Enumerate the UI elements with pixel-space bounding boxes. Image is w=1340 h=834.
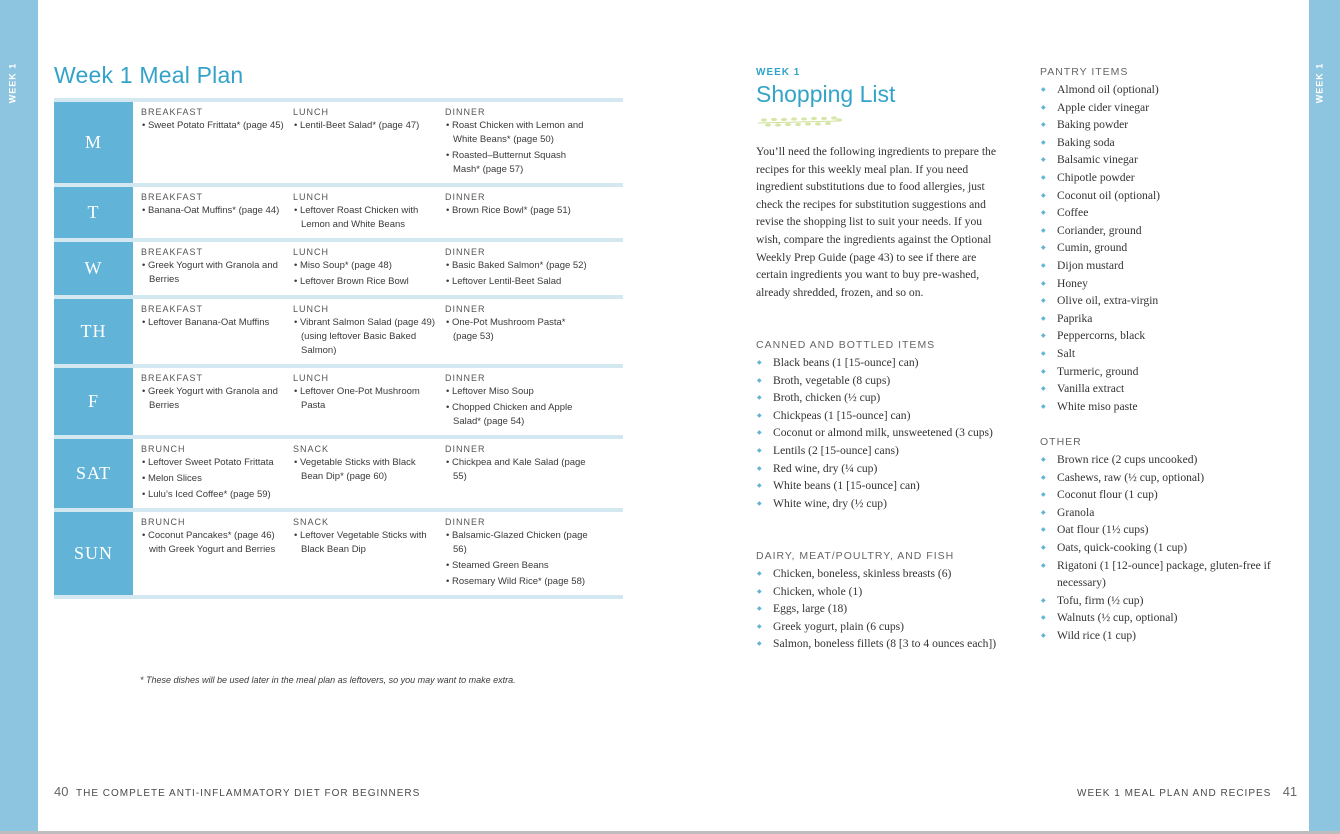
ingredient-item: ◆ Chicken, whole (1) bbox=[756, 583, 1018, 601]
meal-cell bbox=[285, 242, 437, 295]
meal-heading: DINNER bbox=[445, 192, 486, 202]
ingredient-item: ◆ Peppercorns, black bbox=[1040, 327, 1302, 345]
intro-paragraph: You’ll need the following ingredients to prepare the recipes for this weekly meal plan. If you need ingredient substitutions due to food allergies, just check the recipes for substitution suggestions and revise the shopping list to suit your needs. If you wish, compare the ingredients against the Optional Weekly Prep Guide (page 43) to see if there are certain ingredients you want to buy pre-washed, already shredded, frozen, and so on. bbox=[756, 145, 996, 299]
meal-item: • Chopped Chicken and Apple Salad* (page 54) bbox=[446, 402, 573, 427]
ingredient-item: ◆ Oat flour (1½ cups) bbox=[1040, 521, 1302, 539]
meal-item: • Leftover One-Pot Mushroom Pasta bbox=[294, 386, 420, 411]
meal-cell bbox=[285, 368, 437, 435]
ingredient-item: ◆ Broth, chicken (½ cup) bbox=[756, 389, 1018, 407]
meal-cell bbox=[437, 512, 589, 595]
day-label: W bbox=[54, 242, 133, 295]
meal-heading: LUNCH bbox=[293, 192, 330, 202]
ingredient-item: ◆ Dijon mustard bbox=[1040, 257, 1302, 275]
ingredient-item: ◆ Honey bbox=[1040, 275, 1302, 293]
meal-heading: LUNCH bbox=[293, 373, 330, 383]
meal-cell bbox=[285, 299, 437, 364]
ingredient-item: ◆ Coconut or almond milk, unsweetened (3 cups) bbox=[756, 424, 1018, 442]
meal-cell bbox=[437, 299, 589, 364]
meal-plan-title: Week 1 Meal Plan bbox=[54, 62, 244, 88]
meal-heading: BREAKFAST bbox=[141, 373, 204, 383]
meal-heading: BREAKFAST bbox=[141, 107, 204, 117]
left-week-tab: WEEK 1 bbox=[7, 62, 18, 104]
ingredient-item: ◆ Chicken, boneless, skinless breasts (6) bbox=[756, 565, 1018, 583]
ingredient-item: ◆ Balsamic vinegar bbox=[1040, 151, 1302, 169]
meal-heading: BREAKFAST bbox=[141, 304, 204, 314]
ingredient-item: ◆ Brown rice (2 cups uncooked) bbox=[1040, 451, 1302, 469]
meal-heading: BRUNCH bbox=[141, 444, 186, 454]
ingredient-item: ◆ Broth, vegetable (8 cups) bbox=[756, 372, 1018, 390]
meal-cell bbox=[133, 512, 285, 595]
meal-cell bbox=[437, 102, 589, 183]
dairy-meat-fish-section bbox=[756, 550, 1018, 653]
left-side-band bbox=[0, 0, 38, 834]
ingredient-list bbox=[1040, 81, 1302, 415]
meal-item: • Leftover Banana-Oat Muffins bbox=[142, 317, 270, 328]
meal-item: • Roasted–Butternut Squash Mash* (page 57) bbox=[446, 150, 567, 175]
meal-item: • Basic Baked Salmon* (page 52) bbox=[446, 260, 587, 271]
meal-cell bbox=[437, 368, 589, 435]
ingredient-item: ◆ Vanilla extract bbox=[1040, 380, 1302, 398]
ingredient-item: ◆ Almond oil (optional) bbox=[1040, 81, 1302, 99]
meal-heading: DINNER bbox=[445, 107, 486, 117]
ingredient-item: ◆ Greek yogurt, plain (6 cups) bbox=[756, 618, 1018, 636]
meal-cell bbox=[437, 439, 589, 508]
meal-item: • Coconut Pancakes* (page 46) with Greek Yogurt and Berries bbox=[142, 530, 276, 555]
day-label: F bbox=[54, 368, 133, 435]
day-label: SUN bbox=[54, 512, 133, 595]
ingredient-item: ◆ Chipotle powder bbox=[1040, 169, 1302, 187]
meal-item: • Leftover Brown Rice Bowl bbox=[294, 276, 409, 287]
meal-item: • Vegetable Sticks with Black Bean Dip* (page 60) bbox=[294, 457, 416, 482]
meal-item: • Lulu’s Iced Coffee* (page 59) bbox=[142, 489, 271, 500]
meal-cell bbox=[133, 439, 285, 508]
meal-heading: BREAKFAST bbox=[141, 247, 204, 257]
ingredient-item: ◆ Tofu, firm (½ cup) bbox=[1040, 592, 1302, 610]
meal-cell bbox=[133, 102, 285, 183]
running-title-left: THE COMPLETE ANTI-INFLAMMATORY DIET FOR BEGINNERS bbox=[76, 788, 421, 799]
meal-item: • Greek Yogurt with Granola and Berries bbox=[142, 386, 278, 411]
meal-item: • Leftover Lentil-Beet Salad bbox=[446, 276, 562, 287]
day-row bbox=[54, 439, 623, 512]
ingredient-item: ◆ Coriander, ground bbox=[1040, 222, 1302, 240]
ingredient-item: ◆ Wild rice (1 cup) bbox=[1040, 627, 1302, 645]
meal-cell bbox=[133, 187, 285, 238]
ingredient-item: ◆ Red wine, dry (¼ cup) bbox=[756, 460, 1018, 478]
meal-item: • Balsamic-Glazed Chicken (page 56) bbox=[446, 530, 588, 555]
ingredient-item: ◆ Paprika bbox=[1040, 310, 1302, 328]
section-heading: OTHER bbox=[1040, 436, 1082, 448]
meal-item: • Sweet Potato Frittata* (page 45) bbox=[142, 120, 284, 131]
canned-bottled-section bbox=[756, 339, 1018, 512]
meal-item: • Brown Rice Bowl* (page 51) bbox=[446, 205, 571, 216]
meal-cell bbox=[285, 102, 437, 183]
meal-cell bbox=[133, 368, 285, 435]
meal-heading: LUNCH bbox=[293, 247, 330, 257]
meal-plan-table bbox=[54, 98, 623, 599]
meal-heading: BREAKFAST bbox=[141, 192, 204, 202]
left-footer bbox=[54, 784, 420, 799]
day-row bbox=[54, 187, 623, 242]
meal-heading: DINNER bbox=[445, 517, 486, 527]
day-label: T bbox=[54, 187, 133, 238]
meal-heading: DINNER bbox=[445, 444, 486, 454]
meal-cell bbox=[133, 299, 285, 364]
meal-item: • Banana-Oat Muffins* (page 44) bbox=[142, 205, 280, 216]
section-heading: PANTRY ITEMS bbox=[1040, 66, 1129, 78]
sprig-ornament-icon bbox=[756, 115, 844, 129]
ingredient-list bbox=[756, 354, 1018, 512]
meal-cell bbox=[437, 187, 589, 238]
ingredient-item: ◆ Cashews, raw (½ cup, optional) bbox=[1040, 469, 1302, 487]
page-number-left: 40 bbox=[54, 784, 69, 799]
ingredient-item: ◆ Baking soda bbox=[1040, 134, 1302, 152]
meal-heading: SNACK bbox=[293, 517, 330, 527]
meal-item: • Roast Chicken with Lemon and White Beans* (page 50) bbox=[446, 120, 584, 145]
day-row bbox=[54, 299, 623, 368]
meal-item: • Rosemary Wild Rice* (page 58) bbox=[446, 576, 586, 587]
meal-item: • Greek Yogurt with Granola and Berries bbox=[142, 260, 278, 285]
ingredient-list bbox=[756, 565, 1018, 653]
meal-cell bbox=[437, 242, 589, 295]
meal-item: • Lentil-Beet Salad* (page 47) bbox=[294, 120, 420, 131]
ingredient-item: ◆ Cumin, ground bbox=[1040, 239, 1302, 257]
right-footer bbox=[1077, 784, 1297, 799]
meal-cell bbox=[133, 242, 285, 295]
pantry-items-section bbox=[1040, 66, 1302, 415]
footnote: * These dishes will be used later in the meal plan as leftovers, so you may want to make extra. bbox=[140, 675, 516, 685]
ingredient-item: ◆ Olive oil, extra-virgin bbox=[1040, 292, 1302, 310]
meal-item: • One-Pot Mushroom Pasta* (page 53) bbox=[446, 317, 566, 342]
ingredient-item: ◆ White beans (1 [15-ounce] can) bbox=[756, 477, 1018, 495]
meal-heading: DINNER bbox=[445, 247, 486, 257]
day-label: TH bbox=[54, 299, 133, 364]
ingredient-item: ◆ Chickpeas (1 [15-ounce] can) bbox=[756, 407, 1018, 425]
meal-item: • Steamed Green Beans bbox=[446, 560, 549, 571]
day-label: M bbox=[54, 102, 133, 183]
right-side-band bbox=[1309, 0, 1340, 834]
meal-heading: LUNCH bbox=[293, 304, 330, 314]
day-label: SAT bbox=[54, 439, 133, 508]
day-row bbox=[54, 102, 623, 187]
meal-heading: LUNCH bbox=[293, 107, 330, 117]
ingredient-item: ◆ Granola bbox=[1040, 504, 1302, 522]
week-label: WEEK 1 bbox=[756, 67, 801, 78]
ingredient-item: ◆ White wine, dry (½ cup) bbox=[756, 495, 1018, 513]
ingredient-list bbox=[1040, 451, 1302, 645]
ingredient-item: ◆ Coffee bbox=[1040, 204, 1302, 222]
meal-cell bbox=[285, 187, 437, 238]
meal-cell bbox=[285, 439, 437, 508]
section-heading: DAIRY, MEAT/POULTRY, AND FISH bbox=[756, 550, 955, 562]
ingredient-item: ◆ Turmeric, ground bbox=[1040, 363, 1302, 381]
day-row bbox=[54, 242, 623, 299]
ingredient-item: ◆ Baking powder bbox=[1040, 116, 1302, 134]
meal-item: • Chickpea and Kale Salad (page 55) bbox=[446, 457, 586, 482]
ingredient-item: ◆ Walnuts (½ cup, optional) bbox=[1040, 609, 1302, 627]
ingredient-item: ◆ Coconut flour (1 cup) bbox=[1040, 486, 1302, 504]
section-heading: CANNED AND BOTTLED ITEMS bbox=[756, 339, 936, 351]
ingredient-item: ◆ Black beans (1 [15-ounce] can) bbox=[756, 354, 1018, 372]
running-title-right: WEEK 1 MEAL PLAN AND RECIPES bbox=[1077, 788, 1272, 799]
ingredient-item: ◆ Oats, quick-cooking (1 cup) bbox=[1040, 539, 1302, 557]
day-row bbox=[54, 512, 623, 599]
meal-item: • Melon Slices bbox=[142, 473, 202, 484]
day-row bbox=[54, 368, 623, 439]
meal-item: • Leftover Roast Chicken with Lemon and White Beans bbox=[294, 205, 419, 230]
ingredient-item: ◆ Lentils (2 [15-ounce] cans) bbox=[756, 442, 1018, 460]
meal-heading: DINNER bbox=[445, 304, 486, 314]
meal-item: • Leftover Miso Soup bbox=[446, 386, 534, 397]
ingredient-item: ◆ Eggs, large (18) bbox=[756, 600, 1018, 618]
page-number-right: 41 bbox=[1282, 784, 1298, 799]
shopping-list-title: Shopping List bbox=[756, 81, 896, 107]
meal-heading: SNACK bbox=[293, 444, 330, 454]
ingredient-item: ◆ Rigatoni (1 [12-ounce] package, gluten-free if necessary) bbox=[1040, 557, 1302, 592]
other-section bbox=[1040, 436, 1302, 645]
right-week-tab: WEEK 1 bbox=[1314, 62, 1325, 104]
ingredient-item: ◆ Coconut oil (optional) bbox=[1040, 187, 1302, 205]
meal-item: • Leftover Sweet Potato Frittata bbox=[142, 457, 274, 468]
ingredient-item: ◆ Salmon, boneless fillets (8 [3 to 4 ounces each]) bbox=[756, 635, 1018, 653]
meal-heading: BRUNCH bbox=[141, 517, 186, 527]
meal-heading: DINNER bbox=[445, 373, 486, 383]
meal-item: • Vibrant Salmon Salad (page 49) (using leftover Basic Baked Salmon) bbox=[294, 317, 435, 356]
meal-item: • Miso Soup* (page 48) bbox=[294, 260, 392, 271]
ingredient-item: ◆ White miso paste bbox=[1040, 398, 1302, 416]
ingredient-item: ◆ Apple cider vinegar bbox=[1040, 99, 1302, 117]
ingredient-item: ◆ Salt bbox=[1040, 345, 1302, 363]
meal-cell bbox=[285, 512, 437, 595]
meal-item: • Leftover Vegetable Sticks with Black Bean Dip bbox=[294, 530, 427, 555]
